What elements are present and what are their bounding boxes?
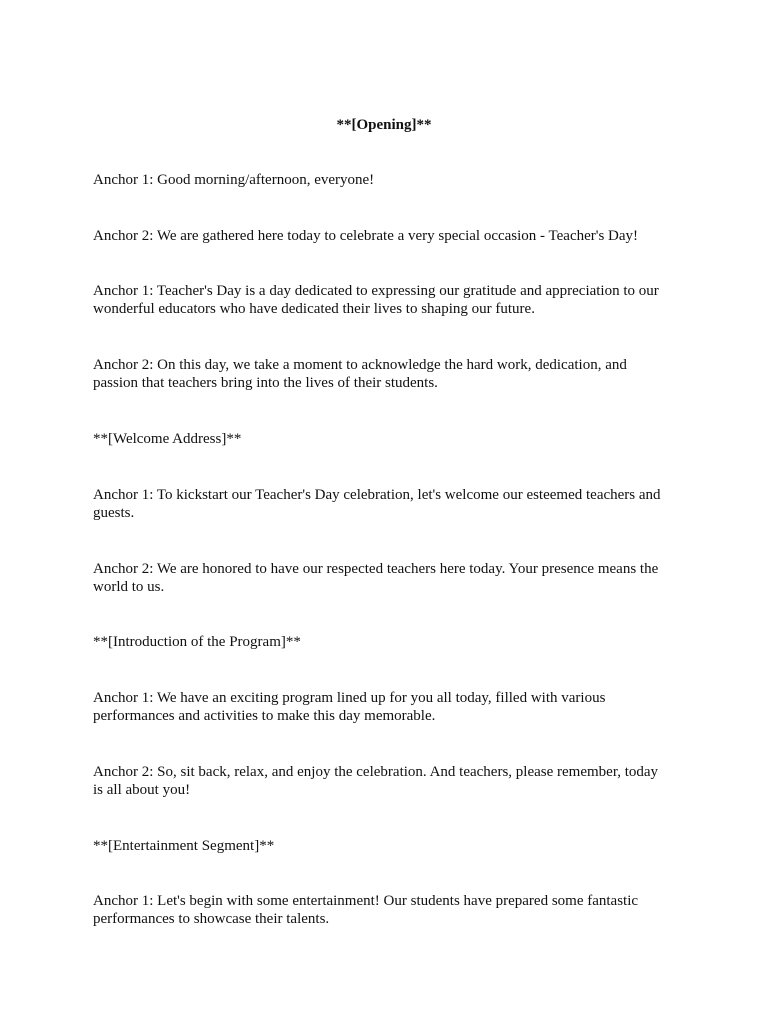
paragraph-greeting: Anchor 1: Good morning/afternoon, everyone! [93, 172, 375, 188]
paragraph-kickstart: Anchor 1: To kickstart our Teacher's Day celebration, let's welcome our esteemed teachers and guests. [93, 487, 661, 521]
paragraph-entertainment: Anchor 1: Let's begin with some entertainment! Our students have prepared some fantastic performances to showcase their talents. [93, 893, 639, 927]
section-heading-entertainment: **[Entertainment Segment]** [93, 838, 275, 854]
section-heading-introduction: **[Introduction of the Program]** [93, 634, 301, 650]
paragraph-gathered: Anchor 2: We are gathered here today to celebrate a very special occasion - Teacher's Day! [93, 228, 639, 244]
section-heading-opening: **[Opening]** [336, 117, 432, 133]
paragraph-dedicated: Anchor 1: Teacher's Day is a day dedicated to expressing our gratitude and appreciation to our wonderful educators who have dedicated their lives to shaping our future. [93, 283, 659, 317]
paragraph-acknowledge: Anchor 2: On this day, we take a moment to acknowledge the hard work, dedication, and passion that teachers bring into the lives of their students. [93, 357, 627, 391]
section-heading-welcome: **[Welcome Address]** [93, 431, 242, 447]
paragraph-program: Anchor 1: We have an exciting program lined up for you all today, filled with various performances and activities to make this day memorable. [93, 690, 606, 724]
paragraph-relax: Anchor 2: So, sit back, relax, and enjoy the celebration. And teachers, please remember, today is all about you! [93, 764, 659, 798]
paragraph-honored: Anchor 2: We are honored to have our respected teachers here today. Your presence means the world to us. [93, 561, 659, 595]
